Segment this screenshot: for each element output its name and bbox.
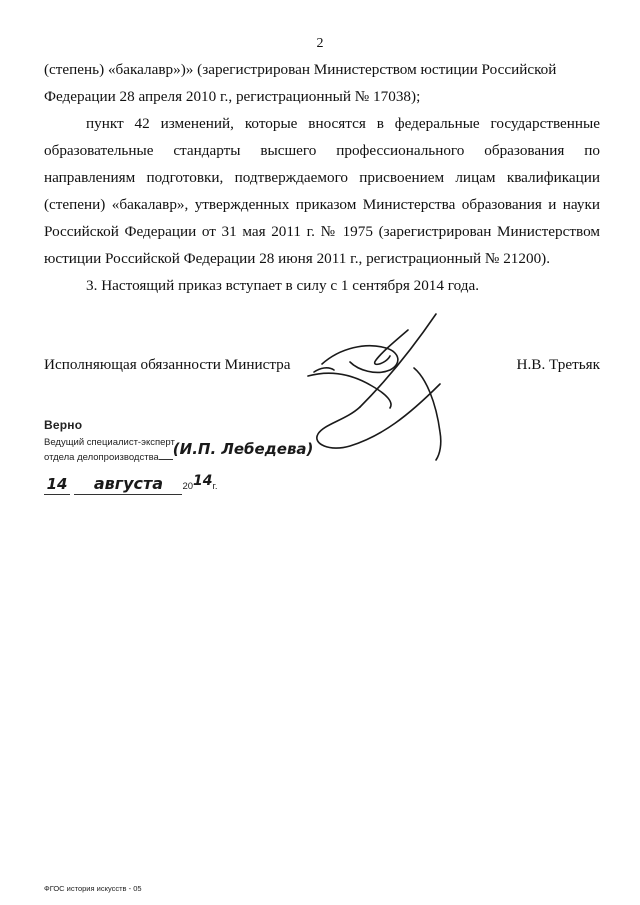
signatory-name: Н.В. Третьяк bbox=[516, 356, 600, 373]
stamp-position-line-1: Ведущий специалист-эксперт bbox=[44, 437, 175, 448]
paragraph-3: 3. Настоящий приказ вступает в силу с 1 сентября 2014 года. bbox=[86, 277, 480, 294]
stamp-handwritten-year: 14 bbox=[193, 473, 213, 489]
stamp-year-prefix: 20 bbox=[182, 481, 194, 492]
stamp-month-field bbox=[74, 474, 182, 495]
document-body bbox=[44, 56, 600, 299]
paragraph-1-line-1: (степень) «бакалавр»)» (зарегистрирован Министерством юстиции Российской bbox=[44, 61, 557, 78]
signatory-role: Исполняющая обязанности Министра bbox=[44, 356, 291, 373]
certification-stamp bbox=[44, 418, 344, 496]
stamp-body bbox=[44, 436, 344, 496]
stamp-handwritten-day: 14 bbox=[46, 475, 68, 493]
paragraph-1-line-2: Федерации 28 апреля 2010 г., регистрационный № 17038); bbox=[44, 88, 421, 105]
page-number: 2 bbox=[316, 36, 324, 51]
stamp-year-suffix: г. bbox=[212, 481, 218, 492]
paragraph-2: пункт 42 изменений, которые вносятся в федеральные государственные образовательные стандарты высшего профессионального образования по направлениям подготовки, подтверждаемого присвоением лицам квалификации (степени) «бакалавр», утвержденных приказом Министерства образования и науки Российской Федерации от 31 мая 2011 г. № 1975 (зарегистрирован Министерством юстиции Российской Федерации 28 июня 2011 г., регистрационный № 21200). bbox=[44, 115, 600, 267]
stamp-position-line-2: отдела делопроизводства bbox=[44, 452, 159, 463]
stamp-handwritten-name: (И.П. Лебедева) bbox=[172, 440, 314, 458]
stamp-day-field bbox=[44, 475, 70, 495]
paragraph-continuation bbox=[44, 56, 600, 110]
stamp-date-row bbox=[44, 474, 217, 495]
stamp-handwritten-month: августа bbox=[93, 474, 164, 493]
stamp-fill-line bbox=[159, 459, 173, 460]
footer-label: ФГОС история искусств - 05 bbox=[44, 884, 142, 893]
stamp-title: Верно bbox=[44, 418, 83, 432]
